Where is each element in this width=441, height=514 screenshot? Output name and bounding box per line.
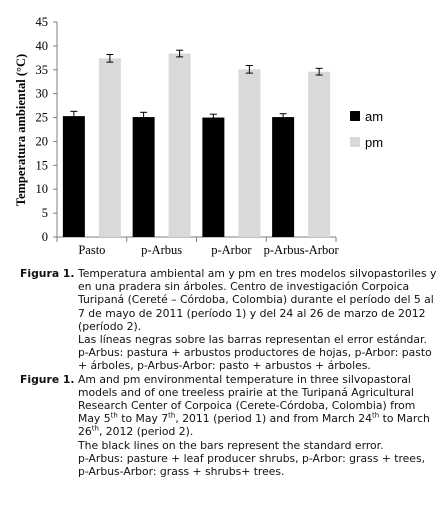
y-tick-label: 10 [35, 182, 48, 197]
figure-captions [20, 267, 438, 478]
y-tick-label: 30 [35, 86, 48, 101]
caption-text-en: Am and pm environmental temperature in three silvopastoral models and of one treeless prairie at the Turipaná Agricultural Research Center of Corpoica (Cerete-Córdoba, Colombia) from May 5th to May 7th, 2011 (period 1) and from March 24th to March 26th, 2012 (period 2). [78, 372, 430, 439]
legend-swatch-am [350, 111, 360, 121]
bar-pm [308, 72, 330, 237]
x-tick-label: p-Arbus [141, 243, 183, 257]
y-tick-label: 40 [35, 38, 48, 53]
bar-am [133, 117, 155, 237]
y-tick-label: 0 [41, 230, 48, 244]
caption-english [20, 373, 438, 479]
bar-am [202, 118, 224, 237]
x-tick-label: p-Arbus-Arbor [263, 243, 339, 257]
y-tick-label: 35 [35, 62, 48, 77]
caption-text-es: Temperatura ambiental am y pm en tres modelos silvopastoriles y en una pradera sin árboles. Centro de investigación Corpoica Turipaná (Cereté – Córdoba, Colombia) durante el período del 5 al 7 de mayo de 2011 (período 1) y del 24 al 26 de marzo de 2012 (período 2). [78, 267, 437, 333]
caption-abbreviations-en: p-Arbus: pasture + leaf producer shrubs, p-Arbor: grass + trees, p-Arbus-Arbor: grass + shrubs+ trees. [78, 451, 426, 479]
y-tick-label: 20 [35, 134, 48, 149]
legend-swatch-pm [350, 137, 360, 147]
bar-pm [99, 58, 121, 237]
bar-pm [238, 69, 260, 237]
y-tick-label: 5 [41, 206, 48, 221]
x-tick-label: Pasto [78, 243, 106, 257]
y-tick-label: 45 [35, 15, 48, 29]
caption-label-es: Figura 1. [20, 267, 75, 280]
caption-label-en: Figure 1. [20, 372, 75, 386]
legend-label-am: am [365, 109, 384, 124]
caption-note-en: The black lines on the bars represent the standard error. [78, 438, 384, 452]
caption-abbreviations-es: p-Arbus: pastura + arbustos productores de hojas, p-Arbor: pasto + árboles, p-Arbus-Arbor: pasto + arbustos + árboles. [78, 346, 432, 373]
bar-am [63, 116, 85, 237]
y-tick-label: 15 [35, 158, 48, 173]
caption-spanish [20, 267, 438, 373]
bar-pm [169, 54, 191, 237]
bar-am [272, 117, 294, 237]
caption-note-es: Las líneas negras sobre las barras representan el error estándar. [78, 333, 427, 347]
legend-label-pm: pm [365, 135, 384, 150]
y-tick-label: 25 [35, 110, 48, 125]
y-axis-title: Temperatura ambiental (°C) [14, 53, 28, 207]
x-tick-label: p-Arbor [211, 243, 252, 257]
